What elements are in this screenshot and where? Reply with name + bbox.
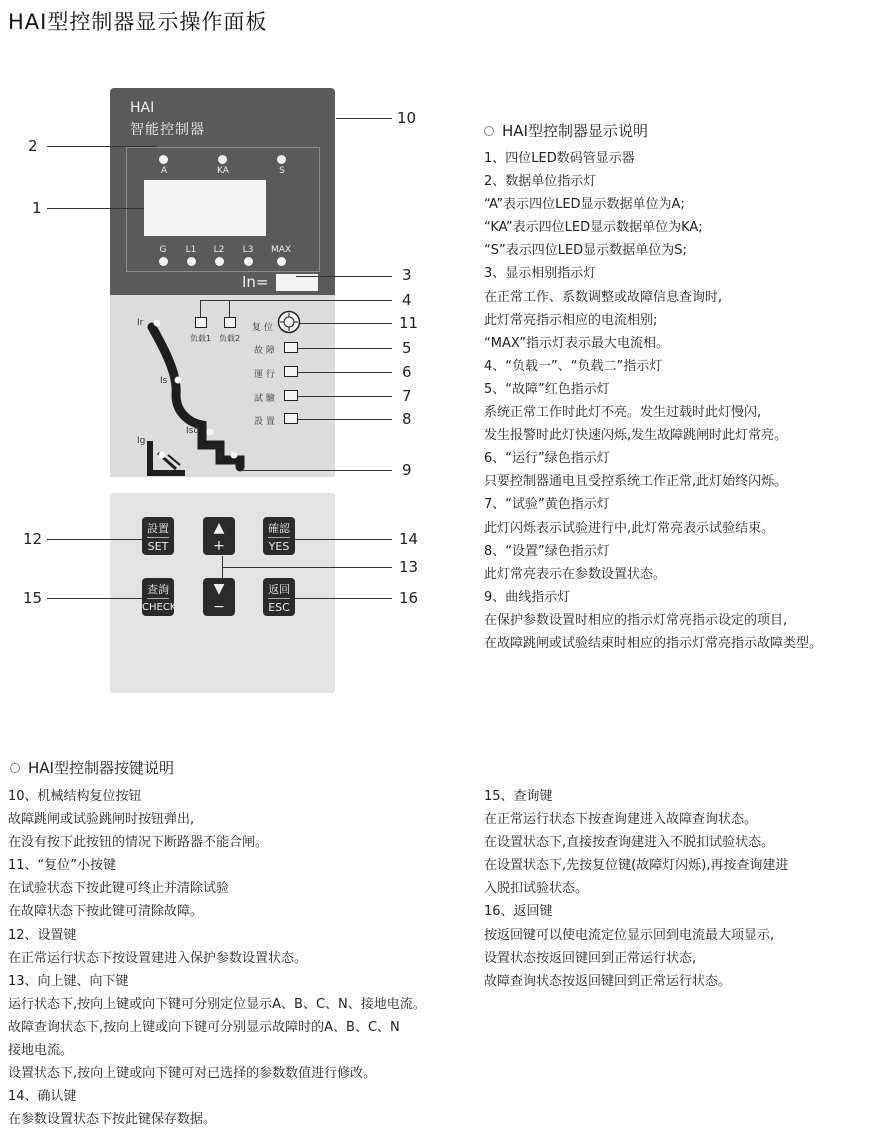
test-indicator xyxy=(284,390,298,401)
test-label: 試 驗 xyxy=(254,394,275,404)
curve-label-ir: Ir xyxy=(137,318,144,328)
led-label-g: G xyxy=(159,245,167,255)
fault-indicator xyxy=(284,342,298,353)
callout-13: 13 xyxy=(399,558,419,576)
set-button[interactable]: 設置 SET xyxy=(142,517,174,555)
callout-line-9 xyxy=(240,470,392,471)
page-title: HAI型控制器显示操作面板 xyxy=(8,10,268,34)
curve-label-ii: Ii xyxy=(218,452,224,462)
callout-line-16 xyxy=(295,598,392,599)
led-g xyxy=(159,257,168,266)
bullet-circle-icon xyxy=(484,126,494,136)
key-section-left-body: 10、机械结构复位按钮 故障跳闸或试验跳闸时按钮弹出, 在没有按下此按钮的情况下断路器不能合闸。 11、“复位”小按键 在试验状态下按此键可终止并清除试验 在故障状态下按此键可清除故障。 12、设置键 在正常运行状态下按设置建进入保护参数设置状态。 13、向上键、向下键 运行状态下,按向上键或向下键可分别定位显示A、B、C、N、接地电流。 故障查询状态下,按向上键或向下键可分别显示故障时的A、B、C、N 接地电流。 设置状态下,按向上键或向下键可对已选择的参数数值进行修改。 14、确认键 在参数设置状态下按此键保存数据。 xyxy=(8,789,426,1128)
setting-label: 設 置 xyxy=(254,417,275,427)
led-l1 xyxy=(187,257,196,266)
led-label-max: MAX xyxy=(270,245,292,255)
led-l3 xyxy=(244,257,253,266)
led-label-a: A xyxy=(160,166,168,176)
panel-subtitle: 智能控制器 xyxy=(130,122,205,138)
load1-indicator xyxy=(195,317,207,328)
key-section-heading: HAI型控制器按键说明 xyxy=(10,757,174,778)
curve-led-is xyxy=(175,377,182,384)
led-label-l1: L1 xyxy=(185,245,197,255)
load2-indicator xyxy=(224,317,236,328)
led-a xyxy=(159,155,168,164)
display-section-heading: HAI型控制器显示说明 xyxy=(484,120,648,141)
key-section-right-body: 15、查询键 在正常运行状态下按查询建进入故障查询状态。 在设置状态下,直接按查询建进入不脱扣试验状态。 在设置状态下,先按复位键(故障灯闪烁),再按查询建进 入脱扣试验状态。 16、返回键 按返回键可以使电流定位显示回到电流最大项显示, 设置状态按返回键回到正常运行状态, 故障查询状态按返回键回到正常运行状态。 xyxy=(484,789,789,989)
callout-5: 5 xyxy=(402,339,412,357)
curve-led-isd xyxy=(207,429,214,436)
callout-8: 8 xyxy=(402,410,412,428)
led-max xyxy=(277,257,286,266)
down-arrow-icon: ▼ xyxy=(213,581,225,597)
curve-led-ig xyxy=(159,452,166,459)
callout-9: 9 xyxy=(402,461,412,479)
callout-line-6 xyxy=(298,372,392,373)
run-label: 運 行 xyxy=(254,370,275,380)
load2-label: 负载2 xyxy=(219,334,241,343)
reset-small-button[interactable] xyxy=(277,310,301,334)
panel-brand: HAI xyxy=(130,100,155,116)
down-button[interactable]: ▼ − xyxy=(203,578,235,616)
yes-button[interactable]: 確認 YES xyxy=(263,517,295,555)
callout-4: 4 xyxy=(402,291,412,309)
callout-3: 3 xyxy=(402,266,412,284)
callout-line-14 xyxy=(295,539,392,540)
led-l2 xyxy=(215,257,224,266)
callout-16: 16 xyxy=(399,589,419,607)
callout-line-3 xyxy=(296,276,392,277)
callout-6: 6 xyxy=(402,363,412,381)
curve-led-ir xyxy=(154,320,161,327)
up-arrow-icon: ▲ xyxy=(213,520,225,536)
callout-line-11 xyxy=(300,323,392,324)
callout-line-1 xyxy=(47,208,144,209)
callout-12: 12 xyxy=(23,530,43,548)
callout-line-8 xyxy=(298,419,392,420)
callout-line-12 xyxy=(47,539,142,540)
callout-line-2 xyxy=(47,146,157,147)
led-label-s: S xyxy=(279,166,285,176)
led-digit-display xyxy=(144,180,266,236)
callout-line-7 xyxy=(298,396,392,397)
setting-indicator xyxy=(284,413,298,424)
esc-button[interactable]: 返回 ESC xyxy=(263,578,295,616)
reset-label: 复 位 xyxy=(252,323,273,333)
callout-line-13 xyxy=(222,567,392,568)
callout-2: 2 xyxy=(28,137,38,155)
curve-label-ig: Ig xyxy=(137,436,146,446)
callout-1: 1 xyxy=(32,199,42,217)
fault-label: 故 障 xyxy=(254,346,275,356)
callout-14: 14 xyxy=(399,530,419,548)
callout-line-10 xyxy=(336,118,392,119)
callout-7: 7 xyxy=(402,387,412,405)
callout-10: 10 xyxy=(397,109,417,127)
in-label: In= xyxy=(242,273,269,291)
led-label-l2: L2 xyxy=(213,245,225,255)
led-s xyxy=(277,155,286,164)
led-ka xyxy=(218,155,227,164)
curve-label-is: Is xyxy=(160,376,168,386)
bullet-circle-icon xyxy=(10,763,20,773)
check-button[interactable]: 查詢 CHECK xyxy=(142,578,174,616)
led-label-l3: L3 xyxy=(242,245,254,255)
curve-label-isd: Isd xyxy=(186,426,200,436)
up-button[interactable]: ▲ + xyxy=(203,517,235,555)
callout-line-5 xyxy=(298,348,392,349)
run-indicator xyxy=(284,366,298,377)
load1-label: 负载1 xyxy=(190,334,212,343)
display-section-body: 1、四位LED数码管显示器 2、数据单位指示灯 “A”表示四位LED显示数据单位为A; “KA”表示四位LED显示数据单位为KA; “S”表示四位LED显示数据单位为S; 3、显示相别指示灯 在正常工作、系数调整或故障信息查询时, 此灯常亮指示相应的电流相别; “MAX”指示灯表示最大电流相。 4、“负载一”、“负载二”指示灯 5、“故障”红色指示灯 系统正常工作时此灯不亮。发生过载时此灯慢闪, 发生报警时此灯快速闪烁,发生故障跳闸时此灯常亮。 6、“运行”绿色指示灯 只要控制器通电且受控系统工作正常,此灯始终闪烁。 7、“试验”黄色指示灯 此灯闪烁表示试验进行中,此灯常亮表示试验结束。 8、“设置”绿色指示灯 此灯常亮表示在参数设置状态。 9、曲线指示灯 在保护参数设置时相应的指示灯常亮指示设定的项目, 在故障跳闸或试验结束时相应的指示灯常亮指示故障类型。 xyxy=(484,151,823,651)
callout-15: 15 xyxy=(23,589,43,607)
led-label-ka: KA xyxy=(217,166,229,176)
callout-line-15 xyxy=(47,598,142,599)
callout-11: 11 xyxy=(399,314,419,332)
curve-led-ii xyxy=(231,452,238,459)
